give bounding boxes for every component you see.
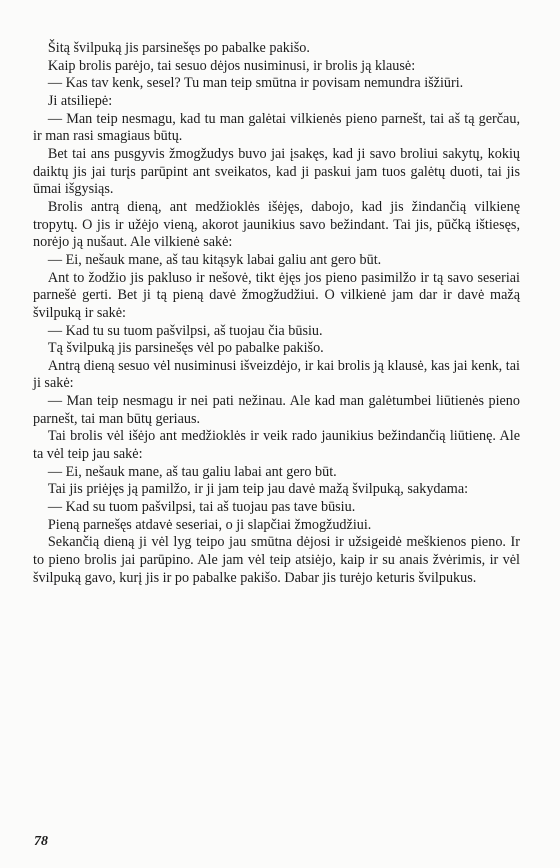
paragraph: Tai brolis vėl išėjo ant medžioklės ir veik rado jaunikius bežindančią liūtienę. Ale ta vėl teip jau sakė: [33,428,520,463]
paragraph: — Kad tu su tuom pašvilpsi, aš tuojau čia būsiu. [47,322,323,339]
paragraph: — Kad su tuom pašvilpsi, tai aš tuojau pas tave būsiu. [47,499,356,516]
paragraph: Antrą dieną sesuo vėl nusiminusi išveizdėjo, ir kai brolis ją klausė, kas jai kenk, tai ji sakė: [33,357,520,392]
paragraph: Ant to žodžio jis pakluso ir nešovė, tikt ėjęs jos pieno pasimilžo ir tą savo seseriai parnešė gerti. Bet ji tą pieną davė žmogžudžiui. O vilkienė jam dar ir davė mažą švilpuką ir sakė: [33,269,520,321]
paragraph: — Man teip nesmagu ir nei pati nežinau. Ale kad man galėtumbei liūtienės pieno parnešt, tai man būtų geriaus. [33,393,520,427]
paragraph: Sekančią dieną ji vėl lyg teipo jau smūtna dėjosi ir užsigeidė meškienos pieno. Ir to pieno brolis jai parūpino. Ale jam vėl teip atsiėjo, kaip ir su anais žvėrimis, ir vėl švilpuką gavo, kurį jis ir po pabalke pakišo. Dabar jis turėjo keturis švilpukus. [33,534,520,586]
body-text [33,40,520,587]
paragraph: Kaip brolis parėjo, tai sesuo dėjos nusiminusi, ir brolis ją klausė: [47,57,416,74]
paragraph: — Man teip nesmagu, kad tu man galėtai vilkienės pieno parnešt, tai aš tą gerčau, ir man rasi smagiaus būtų. [33,110,520,145]
paragraph: — Kas tav kenk, sesel? Tu man teip smūtna ir povisam nemundra išžiūri. [47,75,464,92]
paragraph: Šitą švilpuką jis parsinešęs po pabalke pakišo. [47,40,310,56]
paragraph: Bet tai ans pusgyvis žmogžudys buvo jai įsakęs, kad ji savo broliui sakytų, kokių daiktų jis jai turįs parūpint ant sveikatos, kad ji paskui jam tuos galėtų duoti, tai jis ūmai išgysiąs. [33,145,520,198]
paragraph: Ji atsiliepė: [47,92,113,109]
paragraph: — Ei, nešauk mane, aš tau galiu labai ant gero būt. [47,463,337,480]
paragraph: Brolis antrą dieną, ant medžioklės išėjęs, dabojo, kad jis žindančią vilkienę tropytų. O jis ir užėjo vieną, akorot jaunikius savo bežindant. Tai jis, pūčką ištiesęs, norėjo ją nušaut. Ale vilkienė sakė: [33,198,520,251]
paragraph: Tai jis priėjęs ją pamilžo, ir ji jam teip jau davė mažą švilpuką, sakydama: [47,481,469,498]
paragraph: Pieną parnešęs atdavė seseriai, o ji slapčiai žmogžudžiui. [47,516,372,533]
paragraph: — Ei, nešauk mane, aš tau kitąsyk labai galiu ant gero būt. [47,251,382,268]
paragraph: Tą švilpuką jis parsinešęs vėl po pabalke pakišo. [47,340,324,357]
page-number: 78 [34,834,48,849]
